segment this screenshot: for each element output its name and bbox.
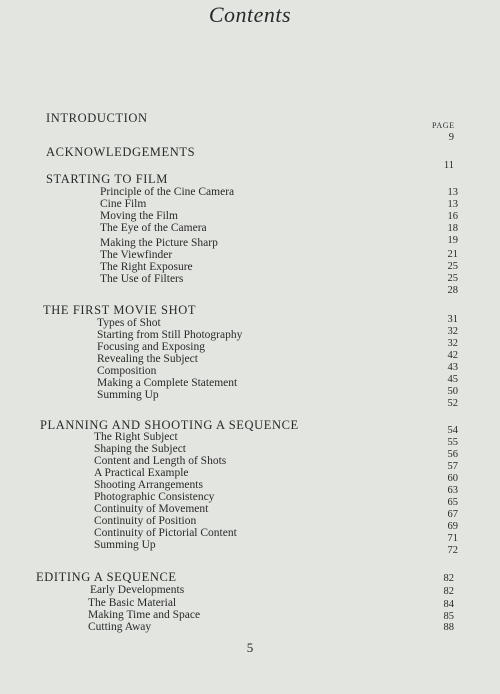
section-title: The Eye of the Camera xyxy=(100,222,207,234)
section-title: Focusing and Exposing xyxy=(97,341,205,353)
section-page: 69 xyxy=(447,521,458,532)
section-title: Starting from Still Photography xyxy=(97,329,243,341)
section-title: Cutting Away xyxy=(88,621,152,633)
page-number: 5 xyxy=(246,640,254,655)
section-title: Shaping the Subject xyxy=(94,443,186,455)
section-page: 82 xyxy=(443,586,454,597)
section-title: Continuity of Position xyxy=(94,515,197,527)
section-page: 67 xyxy=(447,509,458,520)
section-page: 25 xyxy=(447,261,458,272)
section-page: 32 xyxy=(447,338,458,349)
section-title: Revealing the Subject xyxy=(97,353,198,365)
toc-entry-acknowledgements: ACKNOWLEDGEMENTS xyxy=(46,145,196,159)
chapter-page: 82 xyxy=(443,573,454,584)
section-title: Photographic Consistency xyxy=(94,491,215,503)
section-title: Types of Shot xyxy=(97,317,161,329)
chapter-page: 31 xyxy=(447,314,458,325)
section-page: 32 xyxy=(447,326,458,337)
section-title: Early Developments xyxy=(90,584,185,596)
section-title: Principle of the Cine Camera xyxy=(100,186,235,198)
section-title: The Right Subject xyxy=(94,431,178,443)
section-title: The Viewfinder xyxy=(100,249,173,261)
section-page: 71 xyxy=(447,533,458,544)
section-title: The Basic Material xyxy=(88,597,177,609)
section-page: 65 xyxy=(447,497,458,508)
section-page: 56 xyxy=(447,449,458,460)
chapter-title: EDITING A SEQUENCE xyxy=(36,570,177,584)
section-page: 55 xyxy=(447,437,458,448)
section-title: Summing Up xyxy=(97,389,159,401)
section-title: Making the Picture Sharp xyxy=(100,237,218,249)
section-page: 88 xyxy=(443,622,454,633)
section-title: Continuity of Movement xyxy=(94,503,209,515)
section-page: 60 xyxy=(447,473,458,484)
section-page: 28 xyxy=(447,285,458,296)
page-column-label: PAGE xyxy=(432,121,455,130)
section-title: Continuity of Pictorial Content xyxy=(94,527,237,539)
section-title: Shooting Arrangements xyxy=(94,479,203,491)
section-title: Moving the Film xyxy=(100,210,178,222)
toc-page-introduction: 9 xyxy=(448,132,454,143)
section-page: 13 xyxy=(447,199,458,210)
section-page: 50 xyxy=(447,386,458,397)
section-title: Making a Complete Statement xyxy=(97,377,238,389)
section-page: 63 xyxy=(447,485,458,496)
toc-page-acknowledgements: 11 xyxy=(443,160,454,171)
section-title: The Right Exposure xyxy=(100,261,193,273)
section-page: 42 xyxy=(447,350,458,361)
section-page: 21 xyxy=(447,249,458,260)
section-page: 43 xyxy=(447,362,458,373)
section-title: A Practical Example xyxy=(94,467,189,479)
section-title: Summing Up xyxy=(94,539,156,551)
chapter-title: PLANNING AND SHOOTING A SEQUENCE xyxy=(40,418,299,432)
section-page: 45 xyxy=(447,374,458,385)
section-page: 16 xyxy=(447,211,458,222)
section-title: Content and Length of Shots xyxy=(94,455,227,467)
section-title: The Use of Filters xyxy=(100,273,184,285)
section-page: 18 xyxy=(447,223,458,234)
chapter-page: 54 xyxy=(447,425,458,436)
section-page: 19 xyxy=(447,235,458,246)
chapter-title: STARTING TO FILM xyxy=(46,172,168,186)
section-page: 52 xyxy=(447,398,458,409)
section-page: 84 xyxy=(443,599,454,610)
section-page: 72 xyxy=(447,545,458,556)
section-page: 85 xyxy=(443,611,454,622)
section-page: 25 xyxy=(447,273,458,284)
section-page: 57 xyxy=(447,461,458,472)
section-title: Cine Film xyxy=(100,198,147,210)
section-title: Making Time and Space xyxy=(88,609,201,621)
toc-entry-introduction: INTRODUCTION xyxy=(46,111,148,125)
page-title: Contents xyxy=(208,2,292,27)
chapter-title: THE FIRST MOVIE SHOT xyxy=(43,303,197,317)
chapter-page: 13 xyxy=(447,187,458,198)
section-title: Composition xyxy=(97,365,157,377)
